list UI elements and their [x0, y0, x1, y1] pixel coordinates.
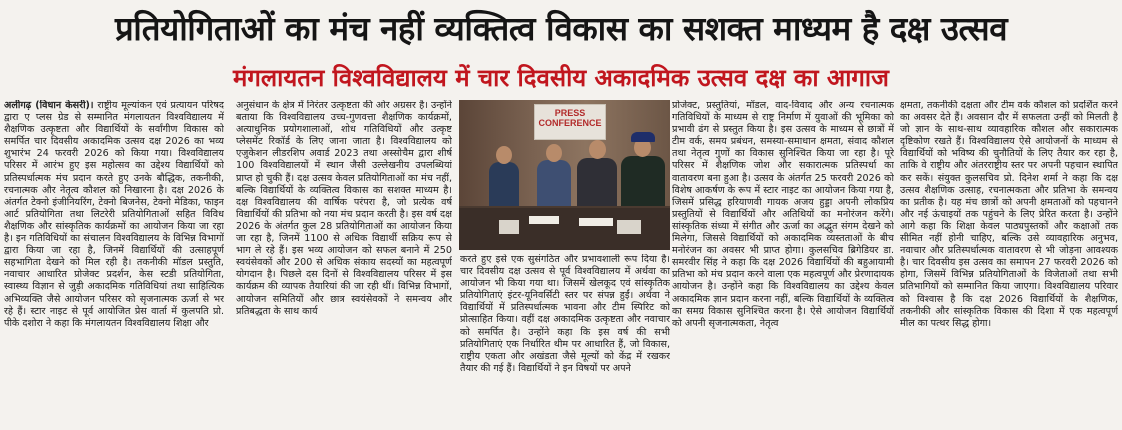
column-4-text: प्रोजेक्ट, प्रस्तुतियां, मॉडल, वाद-विवाद और अन्य रचनात्मक गतिविधियों के माध्यम से राष्ट्र निर्माण में युवाओं की भूमिका को प्रभावी ढंग से प्रस्तुत किया है। इस उत्सव के माध्यम से छात्रों में टीम वर्क, समय प्रबंधन, समस्या-समाधान क्षमता, संवाद कौशल तथा नेतृत्व गुणों का विकास सुनिश्चित किया जा रहा है। पूरे परिसर में शैक्षणिक जोश और सकारात्मक प्रतिस्पर्धा का वातावरण बना हुआ है। उत्सव के अंतर्गत 25 फरवरी 2026 को विशेष आकर्षण के रूप में स्टार नाइट का आयोजन किया गया है, जिसमें प्रसिद्ध हरियाणवी गायक अजय हुड्डा अपनी लोकप्रिय प्रस्तुतियों से विद्यार्थियों और अतिथियों का मनोरंजन करेंगे। सांस्कृतिक संध्या में संगीत और ऊर्जा का अद्भुत संगम देखने को मिलेगा, जिससे विद्यार्थियों को अकादमिक व्यस्तताओं के बीच मनोरंजन का अवसर भी प्राप्त होगा। कुलसचिव ब्रिगेडियर डा. समरवीर सिंह ने कहा कि दक्ष 2026 विद्यार्थियों की बहुआयामी प्रतिभा को मंच प्रदान करने वाला एक महत्वपूर्ण और प्रेरणादायक आयोजन है। उन्होंने कहा कि विश्वविद्यालय का उद्देश्य केवल अकादमिक ज्ञान प्रदान करना नहीं, बल्कि विद्यार्थियों के व्यक्तित्व का समग्र विकास सुनिश्चित करना है। ऐसे आयोजन विद्यार्थियों को अपनी सृजनात्मकता, नेतृत्व [672, 100, 894, 329]
article-column-5 [900, 100, 1118, 428]
dateline: अलीगढ़ (विधान केसरी)। [4, 100, 94, 111]
article-column-2 [236, 100, 452, 428]
person-4 [621, 156, 665, 210]
person-3 [577, 158, 617, 210]
banner-text [535, 108, 605, 128]
press-conference-banner [534, 104, 606, 140]
person-3-head [589, 140, 606, 159]
subheadline: मंगलायतन विश्वविद्यालय में चार दिवसीय अकादमिक उत्सव दक्ष का आगाज [233, 64, 889, 92]
name-plate [499, 220, 519, 234]
military-cap [631, 132, 655, 142]
press-conference-photo [459, 100, 670, 250]
column-5-text: क्षमता, तकनीकी दक्षता और टीम वर्क कौशल को प्रदर्शित करने का अवसर देते हैं। अवसान दौर में सफलता उन्हीं को मिलती है जो ज्ञान के साथ-साथ व्यावहारिक कौशल और सकारात्मक दृष्टिकोण रखते हैं। विश्वविद्यालय ऐसे आयोजनों के माध्यम से विद्यार्थियों को भविष्य की चुनौतियों के लिए तैयार कर रहा है, ताकि वे राष्ट्रीय और अंतरराष्ट्रीय स्तर पर अपनी पहचान स्थापित कर सकें। संयुक्त कुलसचिव प्रो. दिनेश शर्मा ने कहा कि दक्ष उत्सव शैक्षणिक उत्साह, रचनात्मकता और प्रतिभा के समन्वय का प्रतीक है। यह मंच छात्रों को अपनी क्षमताओं को पहचानने और नई ऊंचाइयों तक पहुंचने के लिए प्रेरित करता है। उन्होंने आगे कहा कि शिक्षा केवल पाठ्यपुस्तकों और कक्षाओं तक सीमित नहीं होनी चाहिए, बल्कि उसे व्यावहारिक अनुभव, नवाचार और प्रतिस्पर्धात्मक वातावरण से भी जोड़ना आवश्यक है। चार दिवसीय इस उत्सव का समापन 27 फरवरी 2026 को होगा, जिसमें विभिन्न प्रतियोगिताओं के विजेताओं तथा सभी प्रतिभागियों को सम्मानित किया जाएगा। विश्वविद्यालय परिवार को विश्वास है कि दक्ष 2026 विद्यार्थियों के शैक्षणिक, तकनीकी और सांस्कृतिक विकास की दिशा में एक महत्वपूर्ण मील का पत्थर सिद्ध होगा। [900, 100, 1118, 329]
article-column-3 [460, 254, 670, 428]
banner-line-1: PRESS [554, 108, 586, 118]
table-paper [529, 216, 559, 224]
table-paper [579, 218, 613, 226]
banner-line-2: CONFERENCE [538, 118, 602, 128]
column-2-text: अनुसंधान के क्षेत्र में निरंतर उत्कृष्टता की ओर अग्रसर है। उन्होंने बताया कि विश्वविद्यालय उच्च-गुणवत्ता शैक्षणिक कार्यक्रमों, अत्याधुनिक प्रयोगशालाओं, शोध गतिविधियों और उत्कृष्ट प्लेसमेंट रिकॉर्ड के लिए जाना जाता है। विश्वविद्यालय को एजुकेशन लीडरशिप अवार्ड 2023 तथा अस्सोचैम द्वारा शीर्ष 100 विश्वविद्यालयों में स्थान जैसी उल्लेखनीय उपलब्धियां प्राप्त हो चुकी हैं। दक्ष उत्सव केवल प्रतियोगिताओं का मंच नहीं, बल्कि विद्यार्थियों के व्यक्तित्व विकास का सशक्त माध्यम है। दक्ष विश्वविद्यालय की वार्षिक परंपरा है, जो प्रत्येक वर्ष विद्यार्थियों की प्रतिभा को नया मंच प्रदान करती है। इस वर्ष दक्ष 2026 के अंतर्गत कुल 28 प्रतियोगिताओं का आयोजन किया जा रहा है, जिनमें 1100 से अधिक विद्यार्थी सक्रिय रूप से भाग ले रहे हैं। इस भव्य आयोजन को सफल बनाने में 250 स्वयंसेवकों और 200 से अधिक संकाय सदस्यों का महत्वपूर्ण योगदान है। पिछले दस दिनों से विश्वविद्यालय परिसर में इस कार्यक्रम की व्यापक तैयारियां की जा रही थीं। विभिन्न विभागों, आयोजन समितियों और छात्र स्वयंसेवकों ने समन्वय और प्रतिबद्धता के साथ कार्य [236, 100, 452, 317]
name-plate [617, 220, 641, 234]
person-2 [537, 160, 571, 210]
article-column-4 [672, 100, 894, 428]
headline: प्रतियोगिताओं का मंच नहीं व्यक्तित्व विकास का सशक्त माध्यम है दक्ष उत्सव [114, 9, 1008, 48]
column-3-text: करते हुए इसे एक सुसंगठित और प्रभावशाली रूप दिया है। चार दिवसीय दक्ष उत्सव से पूर्व विश्वविद्यालय में अर्थवा का आयोजन भी किया गया था। जिसमें खेलकूद एवं सांस्कृतिक प्रतियोगिताएं इंटर-यूनिवर्सिटी स्तर पर संपन्न हुईं। अर्थवा ने विद्यार्थियों में प्रतिस्पर्धात्मक भावना और टीम स्पिरिट को प्रोत्साहित किया। वहीं दक्ष अकादमिक उत्कृष्टता और नवाचार को समर्पित है। उन्होंने कहा कि इस वर्ष की सभी प्रतियोगिताएं एक निर्धारित थीम पर आधारित हैं, जो विकास, राष्ट्रीय एकता और अखंडता जैसे मूल्यों को केंद्र में रखकर तैयार की गई हैं। विद्यार्थियों ने इन विषयों पर अपने [460, 254, 670, 374]
person-2-head [546, 144, 562, 162]
article-column-1 [4, 100, 224, 428]
person-1 [489, 162, 519, 210]
person-1-head [496, 146, 512, 164]
column-1-text: राष्ट्रीय मूल्यांकन एवं प्रत्यायन परिषद द्वारा ए प्लस ग्रेड से सम्मानित मंगलायतन विश्वविद्यालय में शैक्षणिक उत्कृष्टता और विद्यार्थियों के सर्वांगीण विकास को समर्पित चार दिवसीय अकादमिक उत्सव दक्ष 2026 का भव्य शुभारंभ 24 फरवरी 2026 को किया गया। विश्वविद्यालय परिसर में आरंभ हुए इस महोत्सव का उद्देश्य विद्यार्थियों को प्रतिस्पर्धात्मक मंच प्रदान करते हुए उनके बौद्धिक, तकनीकी, रचनात्मक और नेतृत्व कौशल को निखारना है। दक्ष 2026 के अंतर्गत टेक्नो इंजीनियरिंग, टेक्नो बिजनेस, टेक्नो मेडिका, फाइन आर्ट प्रतियोगिता तथा लिटरेरी प्रतियोगिताओं सहित विविध शैक्षणिक और सांस्कृतिक कार्यक्रमों का आयोजन किया जा रहा है। इन गतिविधियों का संचालन विश्वविद्यालय के विभिन्न विभागों द्वारा किया जा रहा है, जिनमें विद्यार्थियों की उत्साहपूर्ण सहभागिता देखने को मिल रही है। तकनीकी मॉडल प्रस्तुति, नवाचार आधारित प्रोजेक्ट प्रदर्शन, केस स्टडी प्रतियोगिता, स्वास्थ्य विज्ञान से जुड़ी अकादमिक गतिविधियां तथा साहित्यिक अभिव्यक्ति जैसे आयोजन परिसर को सृजनात्मक ऊर्जा से भर रहे हैं। स्टार नाइट से पूर्व आयोजित प्रेस वार्ता में कुलपति प्रो. पीके दशोरा ने कहा कि मंगलायतन विश्वविद्यालय शिक्षा और [4, 100, 224, 329]
